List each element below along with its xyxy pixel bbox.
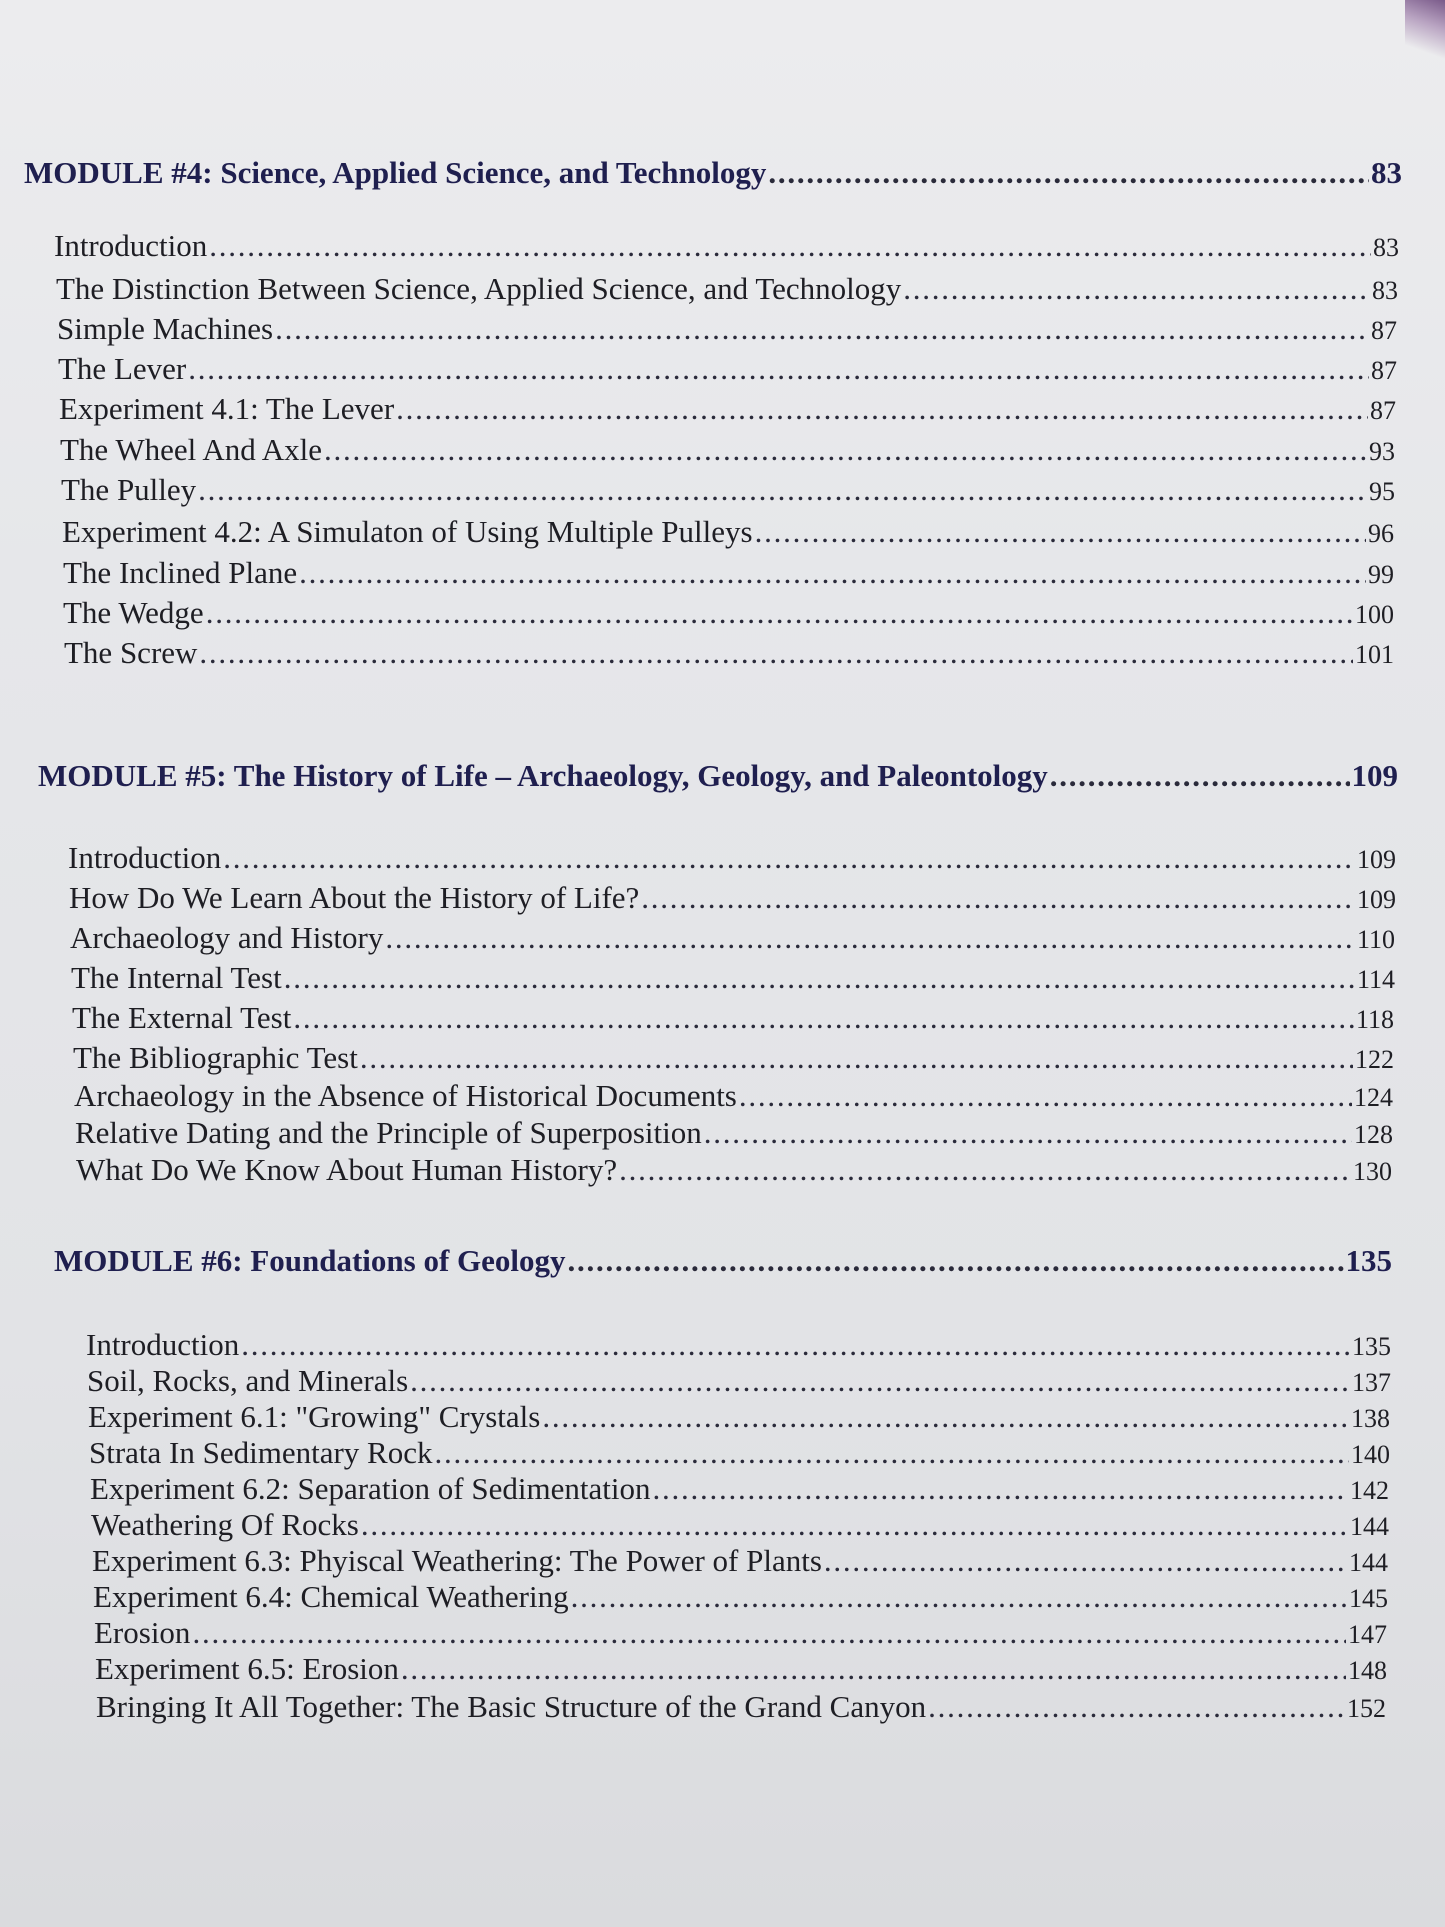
dot-leader: [755, 514, 1366, 550]
entry-page-number: 130: [1353, 1157, 1392, 1186]
entry-title: Strata In Sedimentary Rock: [89, 1435, 433, 1470]
entry-title: Archaeology and History: [70, 920, 384, 955]
module-heading: [38, 758, 1398, 794]
entry-page-number: 110: [1356, 925, 1395, 954]
entry-title: The External Test: [72, 1000, 292, 1035]
entry-title: The Inclined Plane: [63, 555, 298, 590]
dot-leader: [652, 1471, 1348, 1507]
module-heading: [54, 1243, 1392, 1279]
module-title: MODULE #6: Foundations of Geology: [54, 1243, 566, 1278]
toc-entry: [92, 1543, 1388, 1579]
dot-leader: [192, 1615, 1346, 1651]
toc-entry: [61, 472, 1395, 508]
entry-title: Introduction: [54, 228, 208, 263]
toc-entry: [91, 1507, 1389, 1543]
toc-entry: [56, 271, 1398, 307]
page-corner-shadow: [1405, 0, 1445, 70]
entry-title: The Wheel And Axle: [60, 432, 323, 467]
entry-page-number: 152: [1347, 1694, 1386, 1723]
entry-title: Introduction: [86, 1327, 240, 1362]
module-heading: [24, 155, 1402, 191]
dot-leader: [571, 1579, 1347, 1615]
toc-entry: [88, 1399, 1390, 1435]
dot-leader: [275, 311, 1369, 347]
entry-page-number: 101: [1355, 640, 1394, 669]
entry-title: Experiment 6.3: Phyiscal Weathering: The Power of Plants: [92, 1543, 822, 1578]
entry-page-number: 95: [1369, 477, 1395, 506]
entry-title: The Pulley: [61, 472, 197, 507]
entry-page-number: 109: [1357, 845, 1396, 874]
entry-title: Relative Dating and the Principle of Superposition: [75, 1115, 702, 1150]
toc-entry: [63, 595, 1394, 631]
entry-page-number: 96: [1368, 519, 1394, 548]
entry-title: What Do We Know About Human History?: [76, 1152, 618, 1187]
toc-entry: [86, 1327, 1391, 1363]
entry-page-number: 148: [1348, 1656, 1387, 1685]
toc-entry: [69, 880, 1396, 916]
dot-leader: [385, 920, 1355, 956]
dot-leader: [704, 1115, 1352, 1151]
toc-entry: [73, 1040, 1394, 1076]
module-page-number: 135: [1345, 1243, 1392, 1278]
toc-entry: [70, 920, 1395, 956]
toc-entry: [54, 228, 1399, 264]
module-title: MODULE #5: The History of Life – Archaeology, Geology, and Paleontology: [38, 758, 1048, 793]
toc-entry: [76, 1152, 1392, 1188]
entry-page-number: 144: [1350, 1512, 1389, 1541]
toc-entry: [94, 1615, 1387, 1651]
module-page-number: 109: [1351, 758, 1398, 793]
entry-page-number: 124: [1354, 1083, 1393, 1112]
toc-entry: [95, 1651, 1387, 1687]
module-title: MODULE #4: Science, Applied Science, and Technology: [24, 155, 767, 190]
entry-title: The Bibliographic Test: [73, 1040, 358, 1075]
dot-leader: [568, 1243, 1344, 1279]
entry-page-number: 83: [1373, 233, 1399, 262]
dot-leader: [641, 880, 1355, 916]
entry-title: Experiment 6.1: "Growing" Crystals: [88, 1399, 541, 1434]
dot-leader: [223, 840, 1355, 876]
dot-leader: [360, 1040, 1353, 1076]
entry-page-number: 114: [1356, 965, 1395, 994]
entry-page-number: 145: [1349, 1584, 1388, 1613]
dot-leader: [241, 1327, 1350, 1363]
toc-entry: [87, 1363, 1391, 1399]
toc-entry: [62, 514, 1394, 550]
dot-leader: [209, 228, 1371, 264]
toc-entry: [96, 1689, 1386, 1725]
toc-entry: [71, 960, 1395, 996]
entry-page-number: 87: [1371, 356, 1397, 385]
toc-entry: [74, 1078, 1393, 1114]
entry-title: Experiment 4.2: A Simulaton of Using Multiple Pulleys: [62, 514, 753, 549]
entry-page-number: 147: [1348, 1620, 1387, 1649]
entry-page-number: 144: [1349, 1548, 1388, 1577]
toc-entry: [72, 1000, 1394, 1036]
dot-leader: [619, 1152, 1351, 1188]
dot-leader: [410, 1363, 1350, 1399]
dot-leader: [206, 595, 1353, 631]
toc-entry: [59, 391, 1396, 427]
entry-title: Erosion: [94, 1615, 191, 1650]
dot-leader: [928, 1689, 1345, 1725]
dot-leader: [903, 271, 1370, 307]
entry-title: Experiment 6.2: Separation of Sedimentation: [90, 1471, 651, 1506]
entry-title: Experiment 6.4: Chemical Weathering: [93, 1579, 569, 1614]
entry-title: Bringing It All Together: The Basic Structure of the Grand Canyon: [96, 1689, 927, 1724]
entry-page-number: 87: [1371, 316, 1397, 345]
toc-entry: [93, 1579, 1388, 1615]
toc-entry: [57, 311, 1397, 347]
entry-page-number: 100: [1355, 600, 1394, 629]
entry-page-number: 128: [1354, 1120, 1393, 1149]
dot-leader: [396, 391, 1368, 427]
entry-title: Simple Machines: [57, 311, 274, 346]
dot-leader: [739, 1078, 1352, 1114]
module-page-number: 83: [1371, 155, 1402, 190]
dot-leader: [542, 1399, 1349, 1435]
entry-title: How Do We Learn About the History of Life?: [69, 880, 640, 915]
entry-title: The Lever: [58, 351, 187, 386]
entry-title: Experiment 6.5: Erosion: [95, 1651, 399, 1686]
dot-leader: [284, 960, 1355, 996]
entry-title: Introduction: [68, 840, 222, 875]
entry-page-number: 109: [1357, 885, 1396, 914]
entry-title: Experiment 4.1: The Lever: [59, 391, 395, 426]
dot-leader: [293, 1000, 1354, 1036]
entry-page-number: 135: [1352, 1332, 1391, 1361]
toc-entry: [64, 635, 1394, 671]
entry-title: Weathering Of Rocks: [91, 1507, 359, 1542]
dot-leader: [199, 635, 1353, 671]
toc-entry: [63, 555, 1394, 591]
dot-leader: [324, 432, 1367, 468]
entry-page-number: 83: [1372, 276, 1398, 305]
entry-page-number: 118: [1355, 1005, 1394, 1034]
entry-page-number: 122: [1355, 1045, 1394, 1074]
dot-leader: [824, 1543, 1347, 1579]
entry-title: The Screw: [64, 635, 198, 670]
dot-leader: [188, 351, 1369, 387]
entry-title: The Wedge: [63, 595, 204, 630]
toc-entry: [68, 840, 1396, 876]
toc-entry: [75, 1115, 1393, 1151]
dot-leader: [1050, 758, 1350, 794]
dot-leader: [361, 1507, 1348, 1543]
dot-leader: [299, 555, 1366, 591]
dot-leader: [435, 1435, 1350, 1471]
entry-page-number: 99: [1368, 560, 1394, 589]
entry-title: The Distinction Between Science, Applied Science, and Technology: [56, 271, 902, 306]
entry-page-number: 140: [1351, 1440, 1390, 1469]
dot-leader: [768, 155, 1369, 191]
entry-page-number: 137: [1352, 1368, 1391, 1397]
entry-page-number: 93: [1369, 437, 1395, 466]
toc-entry: [60, 432, 1395, 468]
toc-entry: [89, 1435, 1390, 1471]
dot-leader: [401, 1651, 1346, 1687]
entry-page-number: 138: [1351, 1404, 1390, 1433]
entry-page-number: 142: [1350, 1476, 1389, 1505]
toc-entry: [58, 351, 1397, 387]
entry-title: The Internal Test: [71, 960, 282, 995]
entry-title: Archaeology in the Absence of Historical Documents: [74, 1078, 737, 1113]
entry-page-number: 87: [1370, 396, 1396, 425]
toc-entry: [90, 1471, 1389, 1507]
dot-leader: [198, 472, 1367, 508]
entry-title: Soil, Rocks, and Minerals: [87, 1363, 409, 1398]
